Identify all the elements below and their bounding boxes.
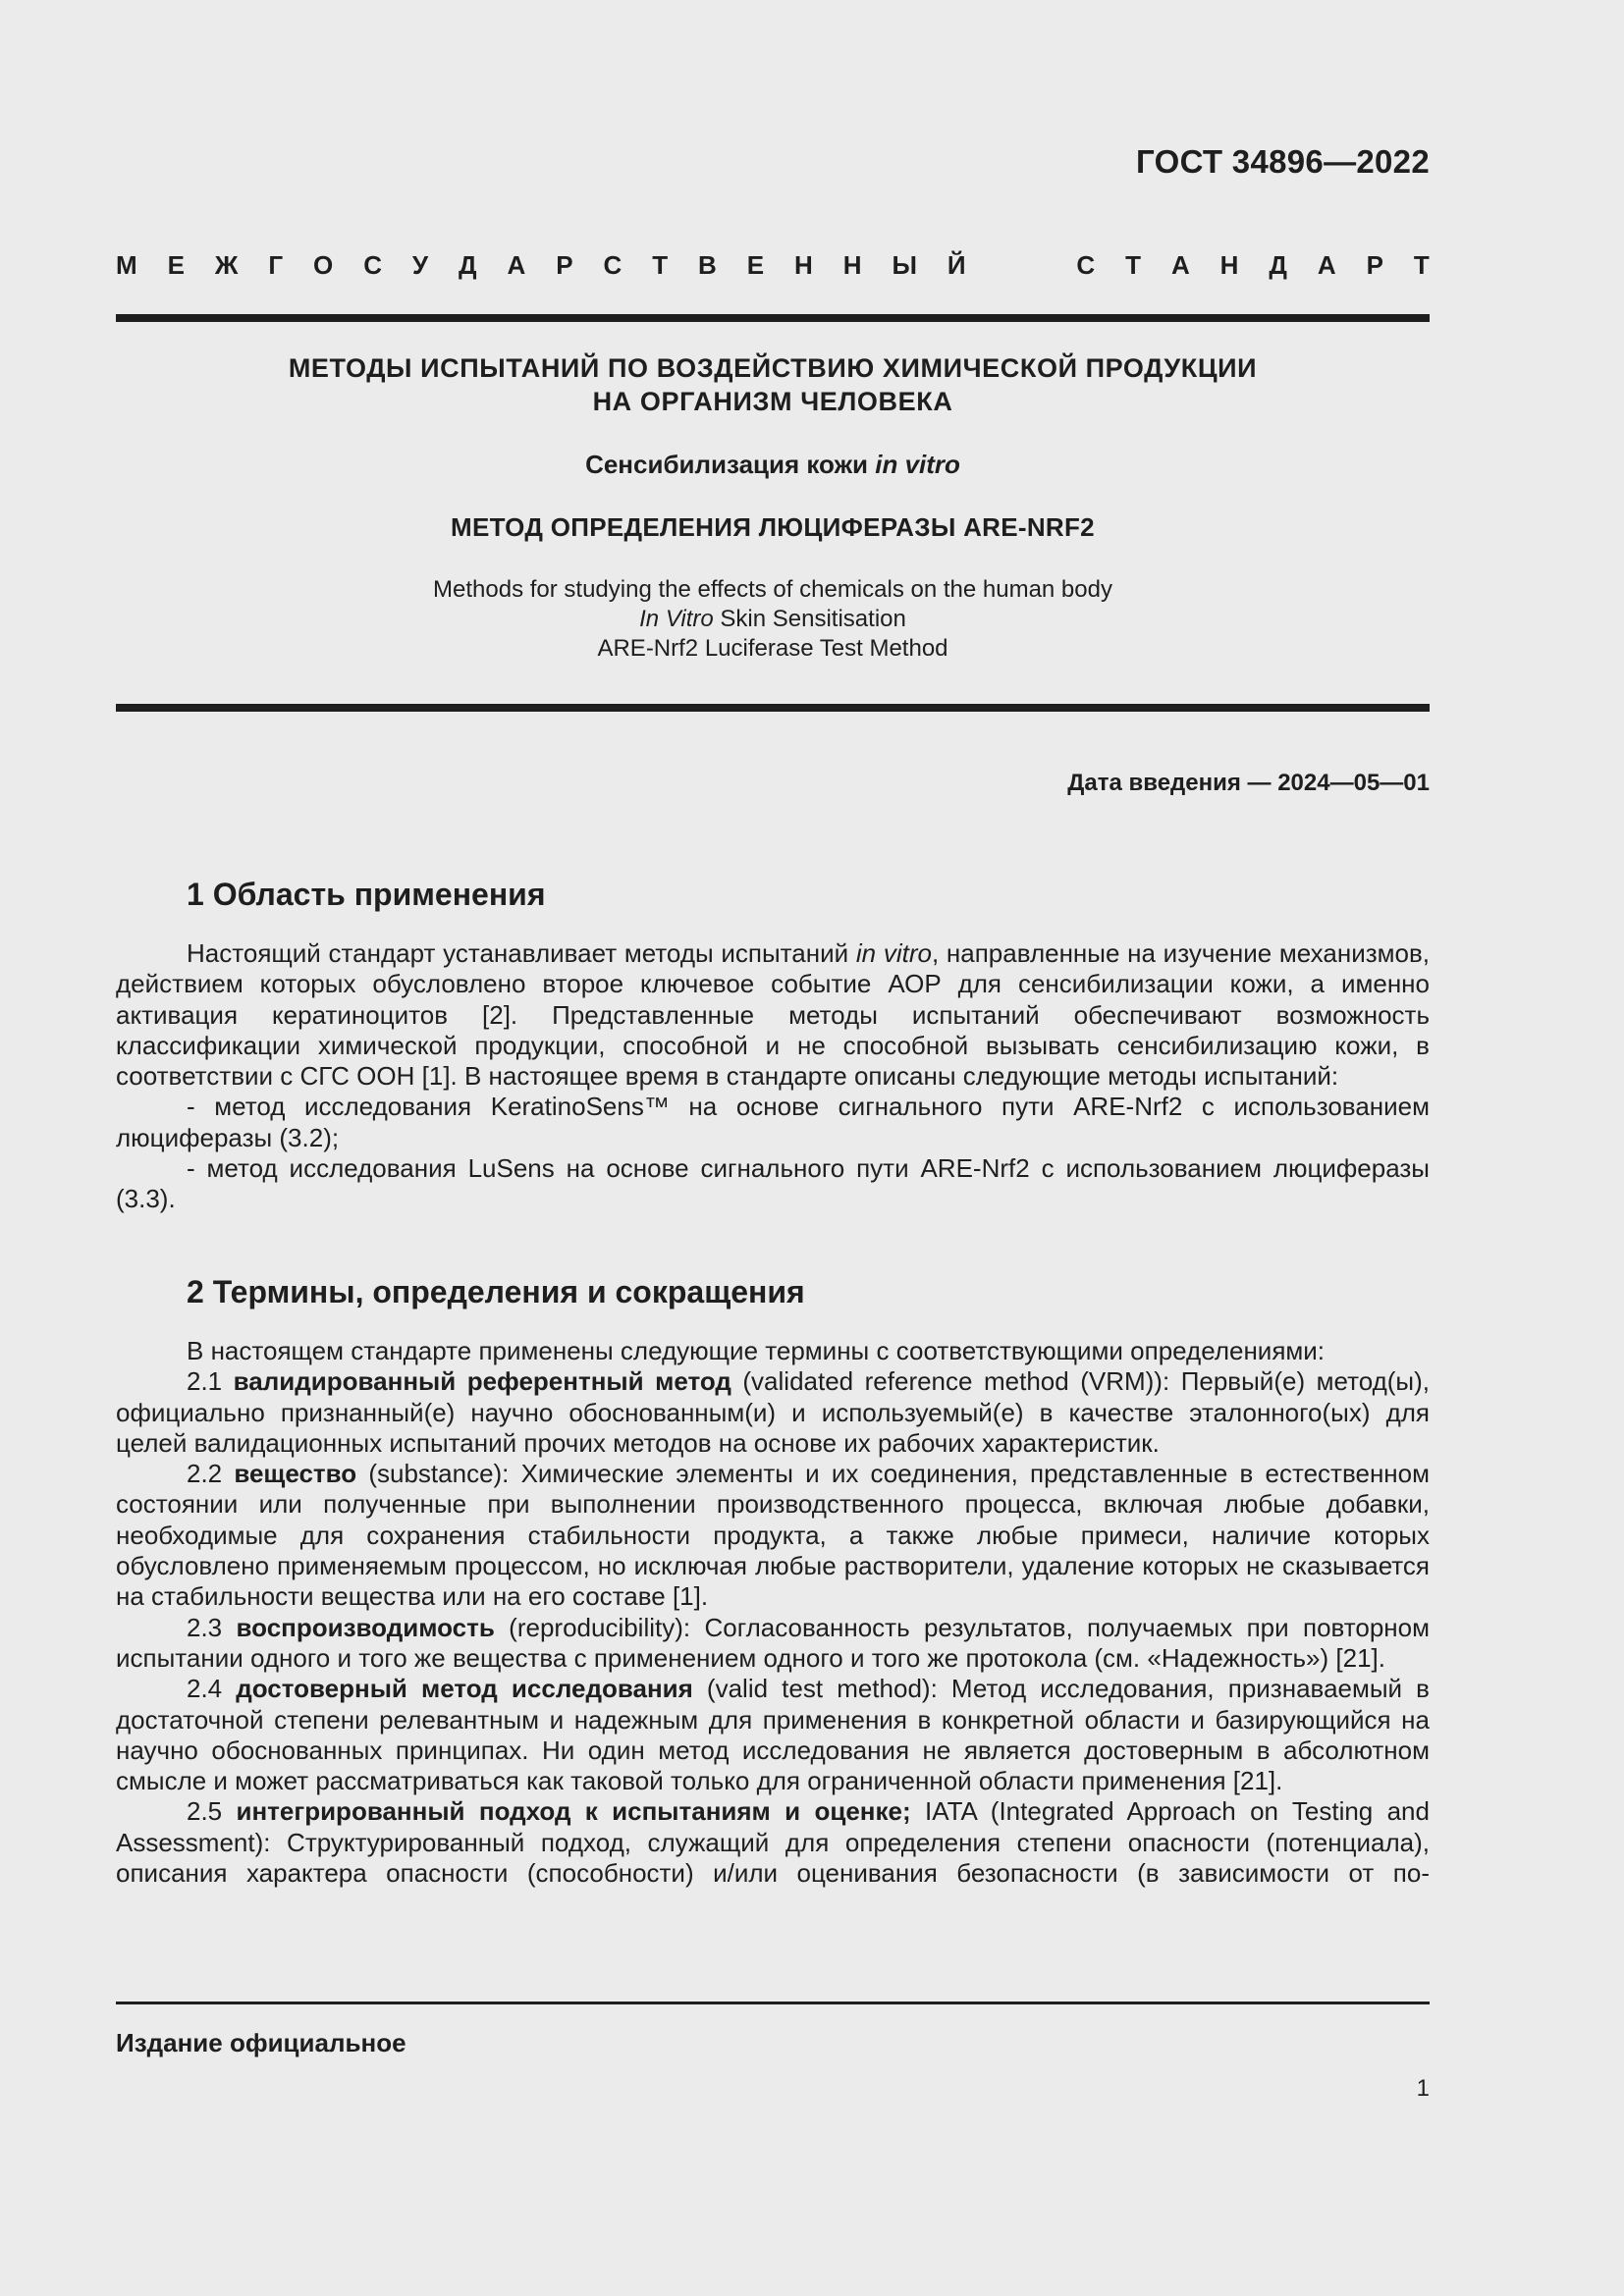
section1-p1-start: Настоящий стандарт устанавливает методы испытаний xyxy=(187,938,856,968)
term-2-5-definition: IATA (Integrated Approach on Testing and Assessment): Структурированный подход, служащий для определения степени опасности (потенциала), описания характера опасности (способности) и/или оценивания безопасности (в зависимости от по- xyxy=(116,1796,1430,1889)
section1-heading: 1 Область применения xyxy=(187,877,546,912)
standard-label-letter: Т xyxy=(652,250,669,280)
term-2-4-definition: (valid test method): Метод исследования, признаваемый в достаточной степени релевантным и надежным для применения в конкретной области и базирующийся на научно обоснованных принципах. Ни один метод исследования не является достоверным в абсолютном смысле и может рассматриваться как таковой только для ограниченной области применения [21]. xyxy=(116,1674,1430,1796)
section1-p1-italic: in vitro xyxy=(855,938,932,968)
term-2-3 xyxy=(116,1613,1430,1675)
standard-label-letter: О xyxy=(313,250,334,280)
standard-label-letter: С xyxy=(363,250,382,280)
term-2-2-term: вещество xyxy=(234,1459,357,1489)
term-2-4-number: 2.4 xyxy=(187,1674,237,1704)
subtitle-italic: in vitro xyxy=(875,450,960,479)
header-rule-bottom xyxy=(116,704,1430,712)
section1-paragraph xyxy=(116,938,1430,1092)
standard-label-letter xyxy=(1036,250,1046,281)
term-2-5-term: интегрированный подход к испытаниям и оценке; xyxy=(236,1796,911,1827)
standard-label-letter: Т xyxy=(1125,250,1141,280)
method-title: МЕТОД ОПРЕДЕЛЕНИЯ ЛЮЦИФЕРАЗЫ ARE-NRF2 xyxy=(451,512,1095,542)
term-2-3-term: воспроизводимость xyxy=(236,1612,495,1642)
term-2-1-term: валидированный референтный метод xyxy=(233,1366,731,1397)
standard-label-letter: Д xyxy=(459,250,477,280)
section2-heading: 2 Термины, определения и сокращения xyxy=(187,1274,805,1309)
edition-label: Издание официальное xyxy=(116,2028,406,2057)
term-2-3-number: 2.3 xyxy=(187,1612,237,1642)
section2-intro: В настоящем стандарте применены следующие термины с соответствующими определениями: xyxy=(187,1336,1326,1365)
standard-label-letter: А xyxy=(1317,250,1336,280)
standard-label-letter: В xyxy=(698,250,717,280)
term-2-4 xyxy=(116,1674,1430,1796)
title-en xyxy=(116,575,1430,664)
standard-label xyxy=(116,250,1430,281)
title-en-line2 xyxy=(116,605,1430,634)
title-ru-line1: МЕТОДЫ ИСПЫТАНИЙ ПО ВОЗДЕЙСТВИЮ ХИМИЧЕСКОЙ ПРОДУКЦИИ xyxy=(288,353,1258,383)
title-ru xyxy=(116,351,1430,418)
title-en-line2-italic: In Vitro xyxy=(639,606,714,632)
standard-label-letter: Е xyxy=(746,250,765,280)
title-en-line3: ARE-Nrf2 Luciferase Test Method xyxy=(597,635,948,662)
standard-label-letter xyxy=(997,250,1006,281)
standard-label-letter: Т xyxy=(1413,250,1430,280)
subtitle-plain: Сенсибилизация кожи xyxy=(585,450,876,479)
title-en-line1: Methods for studying the effects of chemicals on the human body xyxy=(433,576,1112,603)
section2-body xyxy=(116,1336,1430,1889)
term-2-2-definition: (substance): Химические элементы и их соединения, представленные в естественном состоянии или полученные при выполнении производственного процесса, включая любые добавки, необходимые для сохранения стабильности продукта, а также любые примеси, наличие которых обусловлено применяемым процессом, но исключая любые растворители, удаление которых не сказывается на стабильности вещества или на его составе [1]. xyxy=(116,1459,1430,1612)
standard-label-letter: Д xyxy=(1269,250,1287,280)
header-rule-top xyxy=(116,314,1430,322)
intro-date: Дата введения — 2024—05—01 xyxy=(1067,770,1430,796)
standard-label-letter: С xyxy=(1076,250,1096,280)
title-en-line2-rest: Skin Sensitisation xyxy=(713,606,906,632)
term-2-1 xyxy=(116,1366,1430,1459)
standard-label-letter: А xyxy=(507,250,526,280)
standard-label-letter: Р xyxy=(1366,250,1383,280)
term-2-4-term: достоверный метод исследования xyxy=(236,1674,693,1704)
term-2-3-definition: (reproducibility): Согласованность результатов, получаемых при повторном испытании одного и того же вещества с применением одного и того же протокола (см. «Надежность») [21]. xyxy=(116,1612,1430,1673)
standard-label-letter: Й xyxy=(947,250,966,280)
standard-label-letter: С xyxy=(603,250,623,280)
standard-label-letter: Р xyxy=(556,250,573,280)
term-2-1-number: 2.1 xyxy=(187,1366,234,1397)
term-2-2 xyxy=(116,1459,1430,1612)
standard-label-letter: Е xyxy=(167,250,185,280)
section1-item1: - метод исследования KeratinoSens™ на основе сигнального пути ARE-Nrf2 с использованием люциферазы (3.2); xyxy=(116,1092,1430,1152)
term-2-2-number: 2.2 xyxy=(187,1459,235,1489)
page-number: 1 xyxy=(1416,2075,1430,2102)
standard-label-letter: Ы xyxy=(892,250,917,280)
standard-label-letter: Н xyxy=(794,250,813,280)
standard-label-letter: Н xyxy=(842,250,862,280)
section1-p1-end: , направленные на изучение механизмов, действием которых обусловлено второе ключевое событие АОР для сенсибилизации кожи, а именно активация кератиноцитов [2]. Представленные методы испытаний обеспечивают возможность классификации химической продукции, способной и не способной вызывать сенсибилизацию кожи, в соответствии с СГС ООН [1]. В настоящее время в стандарте описаны следующие методы испытаний: xyxy=(116,938,1431,1092)
standard-label-letter: М xyxy=(116,250,137,280)
standard-label-letter: Г xyxy=(268,250,284,280)
term-2-5 xyxy=(116,1796,1430,1889)
standard-label-letter: Ж xyxy=(214,250,239,280)
section1-body xyxy=(116,938,1430,1215)
standard-label-letter: А xyxy=(1170,250,1190,280)
footer-rule xyxy=(116,2002,1430,2004)
doc-number: ГОСТ 34896—2022 xyxy=(1136,143,1430,180)
standard-label-letter: Н xyxy=(1219,250,1239,280)
term-2-1-definition: (validated reference method (VRM)): Первый(е) метод(ы), официально признанный(е) научно обоснованным(и) и используемый(е) в качестве эталонного(ых) для целей валидационных испытаний прочих методов на основе их рабочих характеристик. xyxy=(116,1366,1430,1458)
title-ru-line2: НА ОРГАНИЗМ ЧЕЛОВЕКА xyxy=(592,387,953,416)
subtitle xyxy=(116,450,1430,480)
standard-label-letter: У xyxy=(411,250,429,280)
section1-item2: - метод исследования LuSens на основе сигнального пути ARE-Nrf2 с использованием люциферазы (3.3). xyxy=(116,1153,1430,1214)
term-2-5-number: 2.5 xyxy=(187,1796,237,1827)
